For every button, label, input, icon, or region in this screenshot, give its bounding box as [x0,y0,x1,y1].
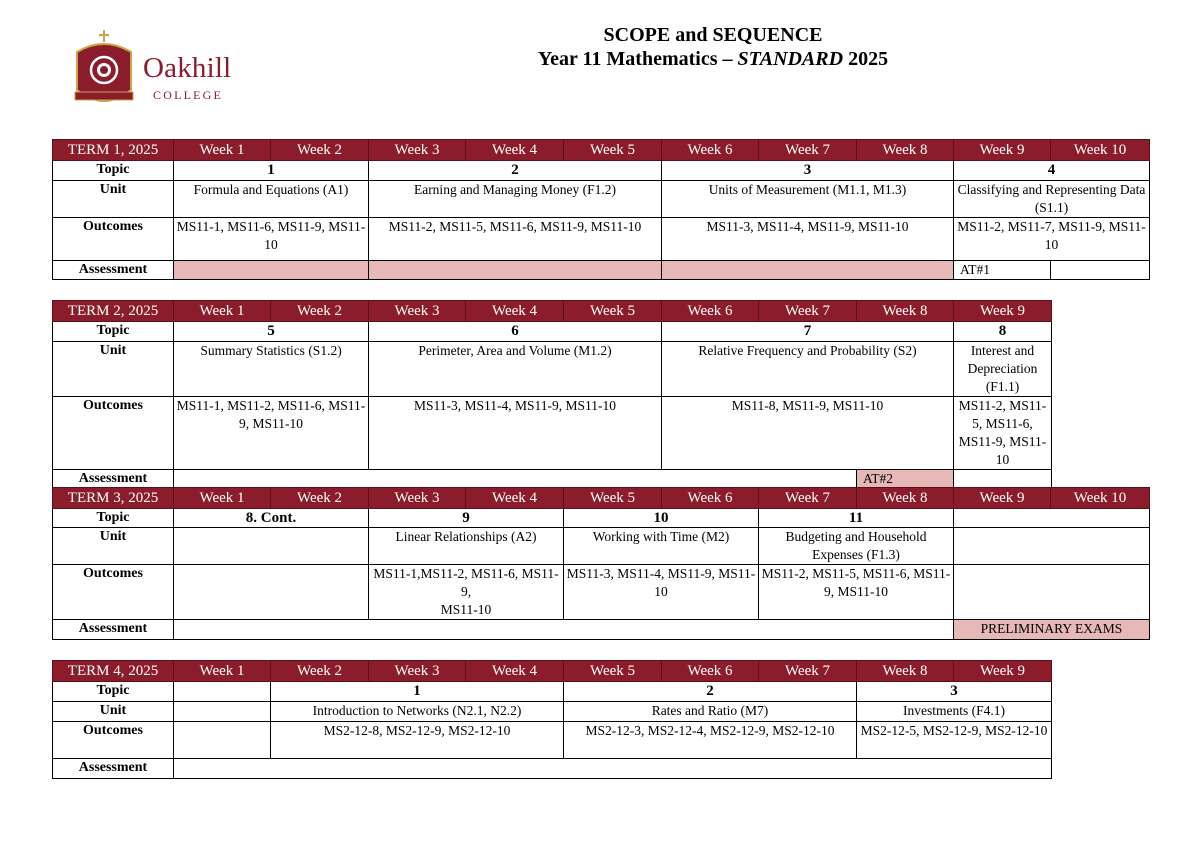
week-header: Week 6 [662,140,759,161]
term-3-table [52,487,1150,640]
outcomes-cell: MS11-2, MS11-5, MS11-6, MS11-9, MS11-10 [954,397,1052,470]
topic-number: 8 [954,322,1052,342]
topic-number: 2 [564,682,857,702]
week-header: Week 5 [564,140,662,161]
topic-row [53,161,1150,181]
outcomes-cell: MS2-12-3, MS2-12-4, MS2-12-9, MS2-12-10 [564,722,857,759]
unit-cell: Earning and Managing Money (F1.2) [369,181,662,218]
term-3-header-row [53,488,1150,509]
row-label: Outcomes [53,722,174,759]
term-2-header-row [53,301,1052,322]
empty-cell [954,528,1150,565]
unit-cell: Introduction to Networks (N2.1, N2.2) [271,702,564,722]
week-header: Week 5 [564,661,662,682]
week-header: Week 8 [857,301,954,322]
outcomes-cell: MS11-2, MS11-5, MS11-6, MS11-9, MS11-10 [369,218,662,261]
topic-number: 6 [369,322,662,342]
outcomes-cell: MS11-3, MS11-4, MS11-9, MS11-10 [369,397,662,470]
subtitle-part: Year 11 Mathematics – [537,48,738,70]
topic-number: 5 [174,322,369,342]
week-header: Week 6 [662,488,759,509]
assessment-cell [174,759,1052,779]
week-header: Week 7 [759,140,857,161]
week-header: Week 9 [954,140,1051,161]
unit-cell: Perimeter, Area and Volume (M1.2) [369,342,662,397]
college-logo [73,30,238,110]
assessment-row [53,759,1052,779]
empty-cell [954,509,1150,528]
outcomes-line: MS11-10 [440,602,492,617]
row-label: Unit [53,528,174,565]
row-label: Topic [53,161,174,181]
row-label: Outcomes [53,218,174,261]
empty-cell [174,702,271,722]
college-crest-icon [73,30,135,110]
row-label: Unit [53,181,174,218]
term-label: TERM 1, 2025 [53,140,174,161]
empty-cell [174,722,271,759]
term-1-table [52,139,1150,280]
week-header: Week 3 [369,661,466,682]
page-title: SCOPE and SEQUENCE [603,24,823,46]
unit-cell: Formula and Equations (A1) [174,181,369,218]
week-header: Week 9 [954,301,1052,322]
unit-cell: Investments (F4.1) [857,702,1052,722]
week-header: Week 7 [759,301,857,322]
empty-cell [174,528,369,565]
outcomes-cell: MS11-8, MS11-9, MS11-10 [662,397,954,470]
unit-row [53,528,1150,565]
outcomes-cell: MS11-1, MS11-6, MS11-9, MS11-10 [174,218,369,261]
row-label: Assessment [53,261,174,280]
week-header: Week 4 [466,301,564,322]
unit-cell: Relative Frequency and Probability (S2) [662,342,954,397]
row-label: Topic [53,682,174,702]
week-header: Week 6 [662,301,759,322]
topic-number: 1 [271,682,564,702]
term-4-header-row [53,661,1052,682]
topic-row [53,509,1150,528]
assessment-cell [369,261,662,280]
subtitle-year: 2025 [843,48,889,70]
topic-number: 9 [369,509,564,528]
unit-cell: Summary Statistics (S1.2) [174,342,369,397]
empty-cell [954,565,1150,620]
unit-cell: Classifying and Representing Data (S1.1) [954,181,1150,218]
topic-number: 7 [662,322,954,342]
unit-row [53,702,1052,722]
outcomes-row [53,397,1052,470]
week-header: Week 9 [954,661,1052,682]
outcomes-cell: MS11-1, MS11-2, MS11-6, MS11-9, MS11-10 [174,397,369,470]
week-header: Week 1 [174,140,271,161]
unit-cell: Units of Measurement (M1.1, M1.3) [662,181,954,218]
outcomes-row [53,565,1150,620]
outcomes-line: MS11-1,MS11-2, MS11-6, MS11-9, [373,566,559,599]
assessment-task: AT#2 [857,470,954,490]
week-header: Week 8 [857,661,954,682]
row-label: Outcomes [53,565,174,620]
unit-cell: Working with Time (M2) [564,528,759,565]
week-header: Week 7 [759,488,857,509]
topic-number: 8. Cont. [174,509,369,528]
assessment-cell [174,620,954,640]
term-2-table [52,300,1052,490]
week-header: Week 1 [174,301,271,322]
week-header: Week 4 [466,140,564,161]
week-header: Week 5 [564,301,662,322]
row-label: Outcomes [53,397,174,470]
logo-subtitle: COLLEGE [153,88,224,102]
week-header: Week 2 [271,661,369,682]
row-label: Topic [53,322,174,342]
term-label: TERM 4, 2025 [53,661,174,682]
week-header: Week 4 [466,661,564,682]
topic-row [53,322,1052,342]
assessment-cell [174,261,369,280]
logo-name: Oakhill [143,52,232,84]
week-header: Week 3 [369,301,466,322]
term-label: TERM 3, 2025 [53,488,174,509]
topic-number: 11 [759,509,954,528]
week-header: Week 1 [174,661,271,682]
assessment-cell [662,261,954,280]
outcomes-cell: MS11-3, MS11-4, MS11-9, MS11-10 [662,218,954,261]
row-label: Assessment [53,470,174,490]
topic-number: 4 [954,161,1150,181]
assessment-task: AT#1 [954,261,1051,280]
week-header: Week 2 [271,301,369,322]
outcomes-cell: MS2-12-5, MS2-12-9, MS2-12-10 [857,722,1052,759]
row-label: Assessment [53,759,174,779]
unit-cell: Budgeting and Household Expenses (F1.3) [759,528,954,565]
unit-cell: Linear Relationships (A2) [369,528,564,565]
outcomes-cell: MS11-3, MS11-4, MS11-9, MS11-10 [564,565,759,620]
week-header: Week 2 [271,488,369,509]
term-label: TERM 2, 2025 [53,301,174,322]
unit-cell: Rates and Ratio (M7) [564,702,857,722]
week-header: Week 6 [662,661,759,682]
row-label: Unit [53,342,174,397]
week-header: Week 2 [271,140,369,161]
topic-number: 3 [857,682,1052,702]
subtitle-emphasis: STANDARD [737,48,844,70]
row-label: Unit [53,702,174,722]
week-header: Week 4 [466,488,564,509]
outcomes-cell [369,565,564,620]
row-label: Assessment [53,620,174,640]
week-header: Week 5 [564,488,662,509]
week-header: Week 1 [174,488,271,509]
week-header: Week 8 [857,488,954,509]
exam-cell: PRELIMINARY EXAMS [954,620,1150,640]
outcomes-cell: MS11-2, MS11-7, MS11-9, MS11-10 [954,218,1150,261]
week-header: Week 10 [1051,488,1150,509]
assessment-row [53,261,1150,280]
row-label: Topic [53,509,174,528]
assessment-row [53,620,1150,640]
outcomes-row [53,722,1052,759]
topic-number: 10 [564,509,759,528]
unit-row [53,342,1052,397]
week-header: Week 8 [857,140,954,161]
week-header: Week 10 [1051,140,1150,161]
term-1-header-row [53,140,1150,161]
week-header: Week 3 [369,488,466,509]
topic-number: 2 [369,161,662,181]
topic-number: 3 [662,161,954,181]
topic-row [53,682,1052,702]
page-subtitle [470,48,956,71]
term-4-table [52,660,1052,779]
unit-row [53,181,1150,218]
empty-cell [174,682,271,702]
week-header: Week 3 [369,140,466,161]
empty-cell [174,565,369,620]
topic-number: 1 [174,161,369,181]
outcomes-cell: MS11-2, MS11-5, MS11-6, MS11-9, MS11-10 [759,565,954,620]
unit-cell: Interest and Depreciation (F1.1) [954,342,1052,397]
assessment-cell [1051,261,1150,280]
outcomes-cell: MS2-12-8, MS2-12-9, MS2-12-10 [271,722,564,759]
outcomes-row [53,218,1150,261]
week-header: Week 7 [759,661,857,682]
week-header: Week 9 [954,488,1051,509]
